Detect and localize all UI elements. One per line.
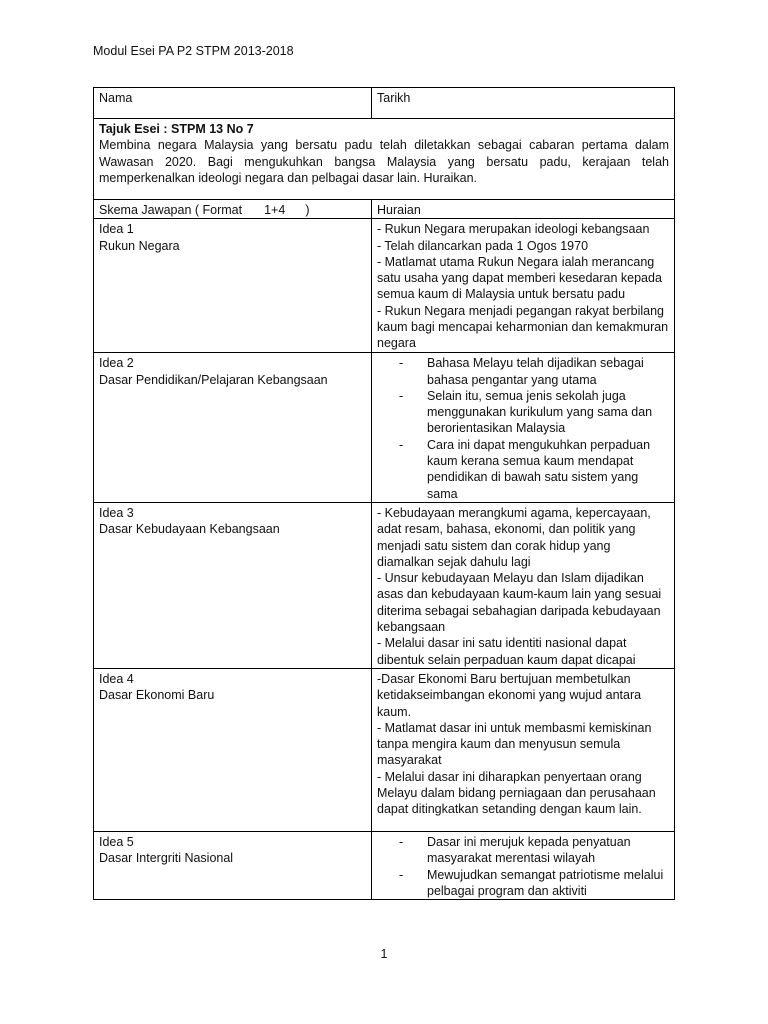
list-item: - Cara ini dapat mengukuhkan perpaduan kaum kerana semua kaum mendapat pendidikan di bawah satu sistem yang sama [377,437,669,502]
essay-title: Tajuk Esei : STPM 13 No 7 [99,122,254,136]
point-list [377,671,669,818]
nama-field[interactable]: Nama [94,88,372,119]
idea-row [94,353,675,503]
list-item: - Dasar ini merujuk kepada penyatuan masyarakat merentasi wilayah [377,834,669,867]
idea-cell [94,502,372,668]
idea-label: Idea 4 [99,671,134,686]
schema-header-right: Huraian [372,200,675,219]
point-list [377,355,669,502]
essay-question: Membina negara Malaysia yang bersatu padu telah diletakkan sebagai cabaran pertama dalam Wawasan 2020. Bagi mengukuhkan bangsa Malaysia yang bersatu padu, kerajaan telah memperkenalkan ideologi negara dan pelbagai dasar lain. Huraikan. [99,138,669,185]
idea-cell [94,831,372,899]
schema-label: Skema Jawapan ( Format [99,203,243,217]
idea-row [94,831,675,899]
idea-label: Idea 3 [99,505,134,520]
idea-name: Dasar Ekonomi Baru [99,688,215,703]
idea-label: Idea 1 [99,222,134,237]
idea-row [94,502,675,668]
idea-cell [94,353,372,503]
list-item: - Selain itu, semua jenis sekolah juga menggunakan kurikulum yang sama dan berorientasikan Malaysia [377,388,669,437]
list-item: - Bahasa Melayu telah dijadikan sebagai bahasa pengantar yang utama [377,355,669,388]
list-item: - Telah dilancarkan pada 1 Ogos 1970 [377,238,589,253]
idea-name: Dasar Pendidikan/Pelajaran Kebangsaan [99,372,328,387]
idea-description [372,831,675,899]
point-list [377,221,669,351]
list-item: - Matlamat utama Rukun Negara ialah merancang satu usaha yang dapat memberi kesedaran kepada semua kaum di Malaysia untuk bersatu padu [377,254,662,302]
name-date-row [94,88,675,119]
schema-format-value: 1+4 [264,203,286,217]
list-item: - Kebudayaan merangkumi agama, kepercayaan, adat resam, bahasa, ekonomi, dan politik yang menjadi satu sistem dan corak hidup yang diamalkan sejak dahulu lagi [377,505,651,569]
schema-suffix: ) [305,203,310,217]
point-list [377,505,669,668]
idea-label: Idea 5 [99,834,134,849]
list-item: - Rukun Negara menjadi pegangan rakyat berbilang kaum bagi mencapai keharmonian dan kemakmuran negara [377,303,669,351]
idea-name: Dasar Kebudayaan Kebangsaan [99,522,280,537]
schema-header-row [94,200,675,219]
list-item: - Mewujudkan semangat patriotisme melalui pelbagai program dan aktiviti [377,867,669,900]
essay-table [93,87,675,900]
idea-cell [94,668,372,831]
list-item: - Melalui dasar ini satu identiti nasional dapat dibentuk selain perpaduan kaum dapat dicapai [377,636,636,667]
document-header: Modul Esei PA P2 STPM 2013-2018 [93,44,294,58]
essay-title-row [94,119,675,200]
list-item: - Matlamat dasar ini untuk membasmi kemiskinan tanpa mengira kaum dan menyusun semula masyarakat [377,720,652,768]
idea-label: Idea 2 [99,356,134,371]
list-item: - Melalui dasar ini diharapkan penyertaan orang Melayu dalam bidang perniagaan dan perusahaan dapat ditingkatkan setanding dengan kaum lain. [377,769,656,817]
idea-row [94,668,675,831]
list-item: - Rukun Negara merupakan ideologi kebangsaan [377,222,650,237]
schema-header-left [94,200,372,219]
idea-description [372,668,675,831]
idea-description [372,219,675,353]
page-number: 1 [380,947,388,961]
idea-name: Dasar Intergriti Nasional [99,851,234,866]
idea-cell [94,219,372,353]
essay-title-cell [94,119,675,200]
idea-row [94,219,675,353]
idea-description [372,353,675,503]
idea-description [372,502,675,668]
idea-name: Rukun Negara [99,238,180,253]
tarikh-field[interactable]: Tarikh [372,88,675,119]
point-list [377,834,669,899]
list-item: - Unsur kebudayaan Melayu dan Islam dijadikan asas dan kebudayaan kaum-kaum lain yang sesuai diterima sebagai sebahagian daripada kebudayaan kebangsaan [377,571,662,635]
list-item: -Dasar Ekonomi Baru bertujuan membetulkan ketidakseimbangan ekonomi yang wujud antara kaum. [377,671,642,719]
